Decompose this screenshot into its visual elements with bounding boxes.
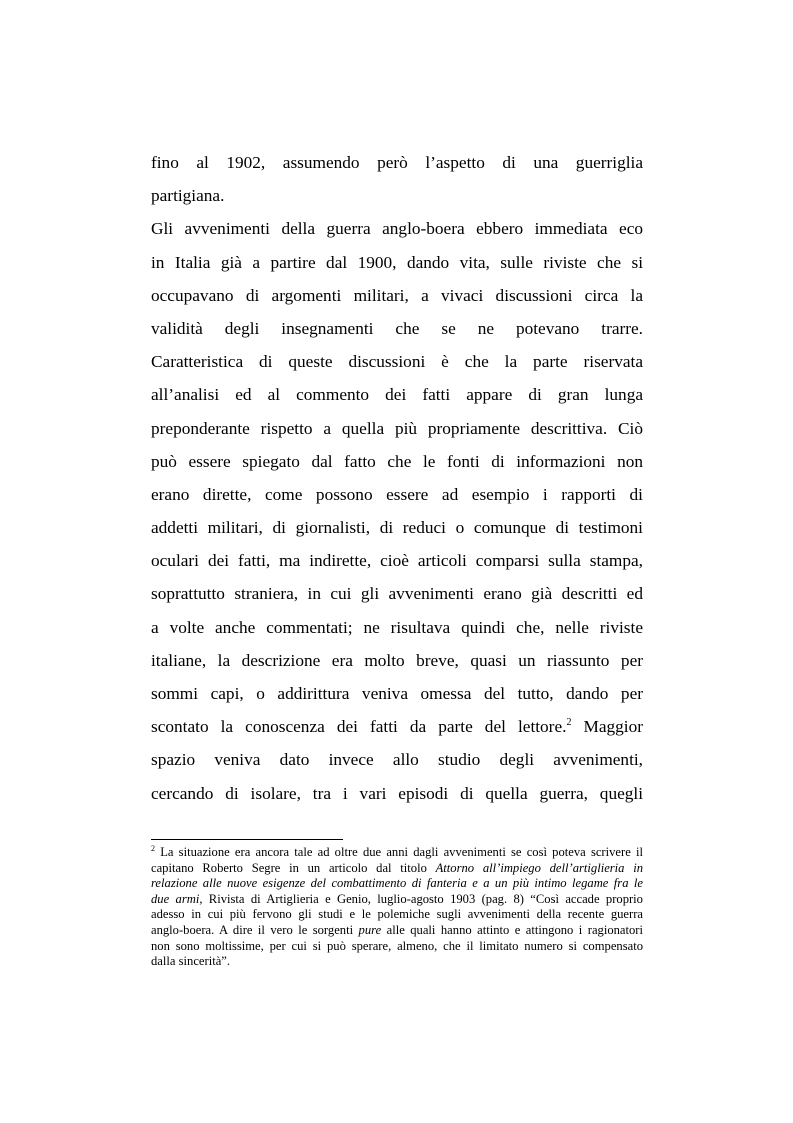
body-line: può essere spiegato dal fatto che le fonti di informazioni non: [151, 451, 643, 471]
footnote-line: [151, 892, 643, 908]
body-line: erano dirette, come possono essere ad esempio i rapporti di: [151, 484, 643, 504]
body-line: addetti militari, di giornalisti, di reduci o comunque di testimoni: [151, 518, 643, 538]
footnote-text: La situazione era ancora tale ad oltre due anni dagli avvenimenti se così poteva scrivere il: [155, 845, 643, 859]
body-line: spazio veniva dato invece allo studio degli avvenimenti,: [151, 750, 643, 770]
footnote-text: capitano Roberto Segre in un articolo dal titolo: [151, 860, 436, 875]
footnote-reference[interactable]: 2: [566, 717, 572, 729]
body-line: cercando di isolare, tra i vari episodi di quella guerra, quegli: [151, 783, 643, 803]
footnote-line: [151, 876, 643, 892]
footnote-title-italic: due armi,: [151, 891, 203, 906]
body-line-text: Maggior: [571, 717, 643, 737]
body-line: soprattutto straniera, in cui gli avvenimenti erano già descritti ed: [151, 584, 643, 604]
footnote-line: [151, 861, 643, 877]
footnote-line: [151, 845, 643, 861]
footnote-text: alle quali hanno attinto e attingono i ragionatori: [381, 922, 644, 937]
body-line: validità degli insegnamenti che se ne potevano trarre.: [151, 318, 643, 338]
body-line-text: scontato la conoscenza dei fatti da parte del lettore.: [151, 717, 567, 737]
body-line: sommi capi, o addirittura veniva omessa del tutto, dando per: [151, 684, 643, 703]
body-line: all’analisi ed al commento dei fatti appare di gran lunga: [151, 385, 643, 405]
body-line: Gli avvenimenti della guerra anglo-boera ebbero immediata eco: [151, 219, 643, 239]
body-line: italiane, la descrizione era molto breve, quasi un riassunto per: [151, 650, 643, 670]
footnote: [151, 845, 643, 970]
body-line: a volte anche commentati; ne risultava quindi che, nelle riviste: [151, 617, 643, 637]
footnote-emphasis: pure: [358, 922, 382, 937]
footnote-title-italic: relazione alle nuove esigenze del combattimento di fanteria e a un più intimo legame fra le: [151, 876, 643, 891]
body-line: Caratteristica di queste discussioni è che la parte riservata: [151, 352, 643, 372]
body-line: occupavano di argomenti militari, a vivaci discussioni circa la: [151, 285, 643, 305]
body-line: in Italia già a partire dal 1900, dando vita, sulle riviste che si: [151, 252, 643, 272]
footnote-number: 2: [151, 844, 155, 853]
footnote-line: adesso in cui più fervono gli studi e le polemiche sugli avvenimenti della recente guerra: [151, 907, 643, 922]
body-line: partigiana.: [151, 186, 225, 206]
footnote-title-italic: Attorno all’impiego dell’artiglieria in: [435, 860, 644, 875]
body-line: preponderante rispetto a quella più propriamente descrittiva. Ciò: [151, 418, 643, 438]
body-line: oculari dei fatti, ma indirette, cioè articoli comparsi sulla stampa,: [151, 551, 643, 571]
footnote-line: dalla sincerità”.: [151, 954, 231, 969]
footnote-text: Rivista di Artiglieria e Genio, luglio-agosto 1903 (pag. 8) “Così accade proprio: [202, 891, 643, 906]
footnote-separator: [151, 839, 343, 840]
body-line: fino al 1902, assumendo però l’aspetto di una guerriglia: [151, 153, 643, 172]
body-text: [151, 146, 643, 810]
footnote-line: [151, 923, 643, 939]
body-line: [151, 710, 643, 743]
footnote-line: non sono moltissime, per cui si può sperare, almeno, che il limitato numero si compensato: [151, 938, 643, 953]
footnote-text: anglo-boera. A dire il vero le sorgenti: [151, 922, 359, 937]
